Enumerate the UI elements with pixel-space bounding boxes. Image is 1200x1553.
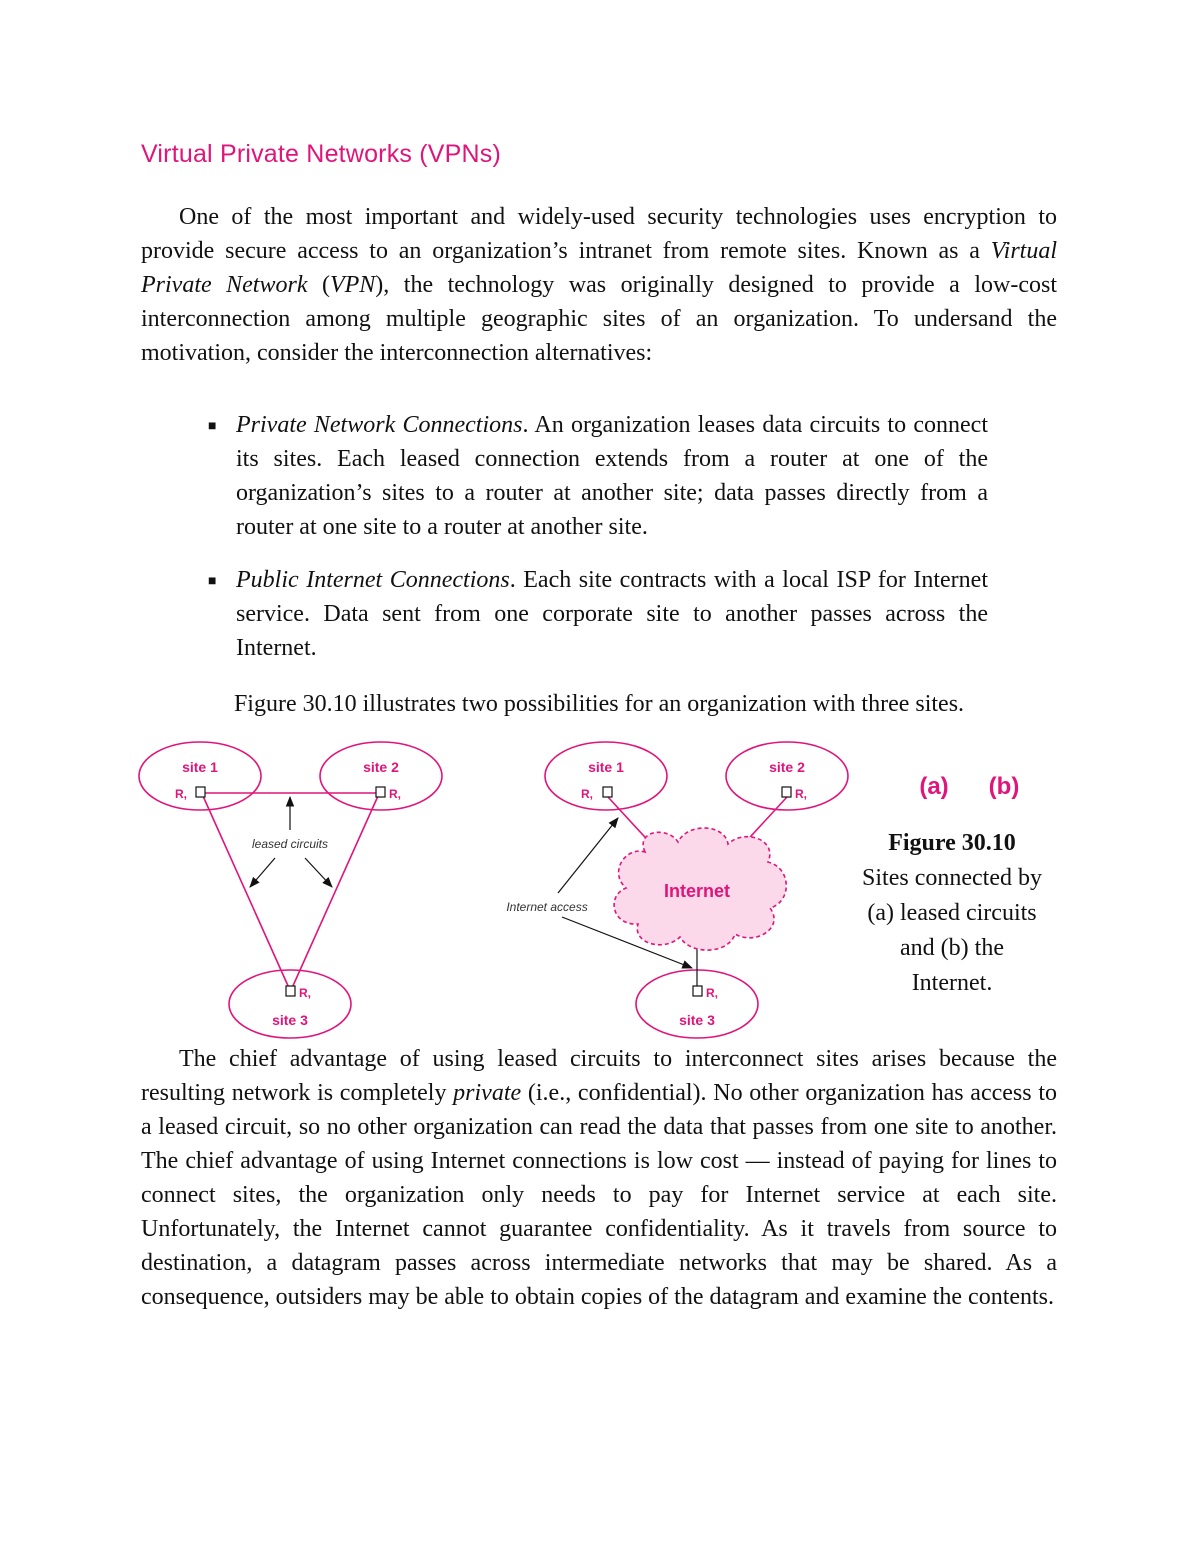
leased-circuits-annotation: leased circuits xyxy=(251,837,329,851)
intro-paragraph xyxy=(141,200,1057,370)
bullet-text: . Each site contracts with a local ISP for Internet service. Data sent from one corporate site to another passes across the Internet. xyxy=(236,567,988,661)
bullet-marker-icon: ■ xyxy=(208,574,217,589)
arrow-icon xyxy=(250,858,275,887)
closing-term-private: private xyxy=(453,1080,522,1106)
router-icon xyxy=(196,787,205,797)
router-3-label: R, xyxy=(706,986,718,1000)
router-2-label: R, xyxy=(389,787,401,801)
router-icon xyxy=(693,986,702,996)
router-icon xyxy=(603,787,612,797)
circuit-1-3-line xyxy=(203,796,289,988)
router-1-label: R, xyxy=(581,787,593,801)
bullet-marker-icon: ■ xyxy=(208,419,217,434)
intro-term-vpn: Virtual Private Network xyxy=(141,238,1057,298)
site-2-ellipse xyxy=(726,742,848,810)
figure-caption xyxy=(862,826,1042,1001)
site-3-label: site 3 xyxy=(272,1012,308,1028)
bullet-private-network xyxy=(208,408,988,544)
arrow-icon xyxy=(305,858,332,887)
bullet-text: . An organization leases data circuits to connect its sites. Each leased connection extends from a router at one of the organization’s sites to a router at another site; data passes directly from a router at one site to a router at another site. xyxy=(236,412,988,540)
internet-label: Internet xyxy=(663,881,731,901)
site-1-ellipse xyxy=(545,742,667,810)
site-1-label: site 1 xyxy=(588,759,624,775)
panel-b-internet xyxy=(506,742,848,1038)
section-heading: Virtual Private Networks (VPNs) xyxy=(141,140,501,168)
router-icon xyxy=(286,986,295,996)
site-2-label: site 2 xyxy=(363,759,399,775)
router-3-label: R, xyxy=(299,986,311,1000)
closing-paragraph xyxy=(141,1042,1057,1314)
intro-text-1: One of the most important and widely-used security technologies uses encryption to provide secure access to an organization’s intranet from remote sites. Known as a xyxy=(141,204,1057,264)
site-1-label: site 1 xyxy=(182,759,218,775)
closing-text-1: The chief advantage of using leased circuits to interconnect sites arises because the resulting network is completely xyxy=(141,1046,1057,1106)
site-2-ellipse xyxy=(320,742,442,810)
router-2-label: R, xyxy=(795,787,807,801)
site-3-label: site 3 xyxy=(679,1012,715,1028)
panel-a-label: (a) xyxy=(919,773,949,800)
intro-text-3: ), the technology was originally designed to provide a low-cost interconnection among multiple geographic sites of an organization. To undersand the motivation, consider the interconnection alternatives: xyxy=(141,272,1057,366)
circuit-2-3-line xyxy=(292,796,378,988)
internet-access-annotation: Internet access xyxy=(506,900,588,914)
panel-b-label: (b) xyxy=(988,773,1020,800)
intro-text-2: ( xyxy=(307,272,330,298)
bullet-term: Private Network Connections xyxy=(236,412,523,438)
bullet-term: Public Internet Connections xyxy=(236,567,510,593)
site-2-label: site 2 xyxy=(769,759,805,775)
panel-a-leased-circuits xyxy=(139,742,442,1038)
bullet-public-internet xyxy=(208,563,988,665)
closing-text-2: (i.e., confidential). No other organization has access to a leased circuit, so no other organization can read the data that passes from one site to another. The chief advantage of using Internet connections is low cost — instead of paying for lines to connect sites, the organization only needs to pay for Internet service at each site. Unfortunately, the Internet cannot guarantee confidentiality. As it travels from source to destination, a datagram passes across intermediate networks that may be shared. As a consequence, outsiders may be able to obtain copies of the datagram and examine the contents. xyxy=(141,1080,1057,1310)
router-icon xyxy=(782,787,791,797)
intro-abbr-vpn: VPN xyxy=(329,272,376,298)
figure-caption-number: Figure 30.10 xyxy=(888,830,1016,856)
figure-caption-text: Sites connected by (a) leased circuits and (b) the Internet. xyxy=(862,865,1042,996)
arrow-icon xyxy=(558,818,618,893)
router-icon xyxy=(376,787,385,797)
router-1-label: R, xyxy=(175,787,187,801)
site-1-ellipse xyxy=(139,742,261,810)
figure-intro-sentence: Figure 30.10 illustrates two possibilities for an organization with three sites. xyxy=(233,691,965,717)
